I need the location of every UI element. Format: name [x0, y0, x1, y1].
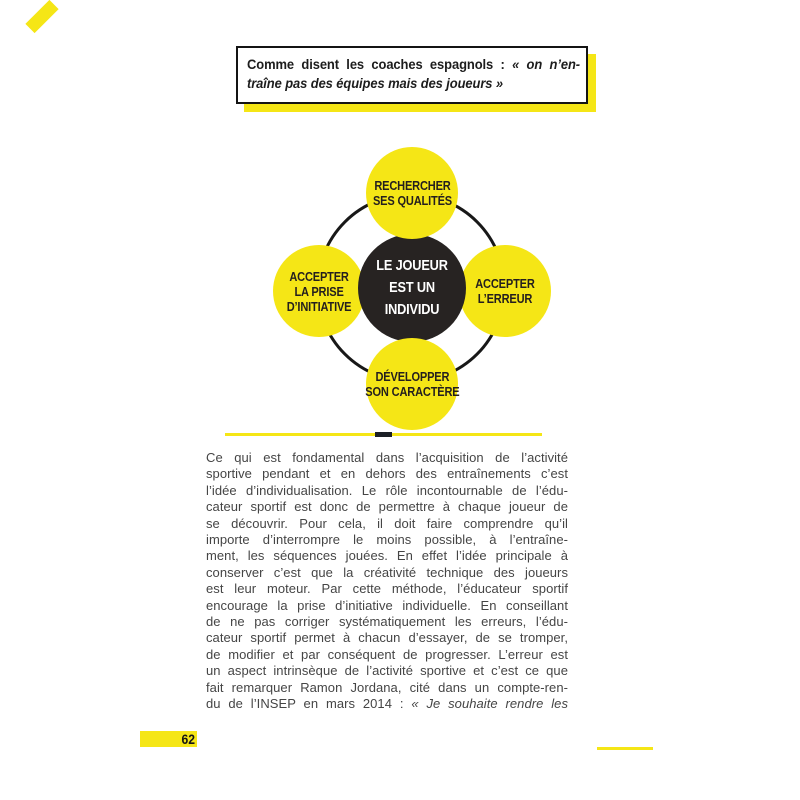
label-line: RECHERCHER: [373, 178, 451, 193]
body-line: ment, les séquences jouées. En effet l’idée principale à: [206, 548, 568, 564]
diagram-node-rechercher-ses-qualites: [366, 147, 458, 239]
quote-lead: Comme disent les coaches espagnols :: [247, 56, 513, 72]
body-line: de modifier et par conséquent de progresser. L’erreur est: [206, 646, 568, 662]
label-line: LA PRISE: [294, 283, 344, 299]
label-line: INDIVIDU: [384, 301, 440, 318]
body-line: se découvrir. Pour cela, il doit faire comprendre qu’il: [206, 515, 568, 531]
quote-line-2: [247, 74, 580, 93]
body-last-regular: du de l’INSEP en mars 2014 :: [206, 696, 412, 712]
body-line: fait remarquer Ramon Jordana, cité dans un compte-ren-: [206, 679, 568, 695]
body-line: de ne pas corriger systématiquement les erreurs, l’édu-: [206, 614, 568, 630]
label-line: L’ERREUR: [477, 291, 533, 306]
node-label: [287, 269, 352, 314]
label-line: SES QUALITÉS: [372, 193, 452, 208]
label-line: ACCEPTER: [475, 276, 535, 291]
quote-line-1: [247, 55, 580, 74]
body-line: un aspect intrinsèque de l’activité sportive et c’est ce que: [206, 663, 568, 679]
body-line-last: [206, 696, 568, 712]
quote-italic-end: traîne pas des équipes mais des joueurs »: [247, 75, 504, 91]
body-line: conserver c’est que la créativité technique des joueurs: [206, 564, 568, 580]
body-line: sportive pendant et en dehors des entraînements c’est: [206, 466, 568, 482]
quote-italic-start: « on n’en-: [512, 56, 580, 72]
label-line: ACCEPTER: [289, 268, 349, 284]
quote-box: [236, 46, 588, 104]
diagram-node-le-joueur-est-un-individu: [358, 234, 466, 342]
node-label: [373, 178, 452, 208]
diagram-node-accepter-la-prise-d-initiative: [273, 245, 365, 337]
body-line: cateur sportif permet à chacun d’essayer, de se tromper,: [206, 630, 568, 646]
label-line: D’INITIATIVE: [286, 298, 352, 314]
label-line: SON CARACTÈRE: [364, 384, 460, 399]
label-line: EST UN: [389, 279, 435, 296]
diagram-node-developper-son-caractere: [366, 338, 458, 430]
node-label: [376, 255, 447, 321]
node-label: [365, 369, 459, 399]
section-divider: [225, 431, 542, 438]
body-line: l’idée d’individualisation. Le rôle incontournable de l’édu-: [206, 482, 568, 498]
label-line: LE JOUEUR: [376, 257, 448, 274]
connector-ring: [316, 193, 506, 383]
corner-accent-mark: [25, 0, 58, 33]
body-line: cateur sportif est donc de permettre à chaque joueur de: [206, 499, 568, 515]
diagram-node-accepter-l-erreur: [459, 245, 551, 337]
page-number-highlight: [140, 731, 197, 747]
body-paragraph: [206, 450, 568, 713]
node-label: [475, 276, 534, 306]
body-line: est leur moteur. Par cette méthode, l’éducateur sportif: [206, 581, 568, 597]
body-last-italic: « Je souhaite rendre les: [411, 696, 569, 712]
divider-center-dash: [375, 432, 392, 437]
label-line: DÉVELOPPER: [375, 369, 449, 384]
footer-accent-rule: [597, 747, 653, 750]
page-number: 62: [181, 731, 195, 747]
body-line: encourage la prise d’initiative individuelle. En conseillant: [206, 597, 568, 613]
body-line: Ce qui est fondamental dans l’acquisition de l’activité: [206, 450, 568, 465]
quote-text: [247, 55, 580, 93]
body-line: importe d’interrompre le moins possible, à l’entraîne-: [206, 532, 568, 548]
